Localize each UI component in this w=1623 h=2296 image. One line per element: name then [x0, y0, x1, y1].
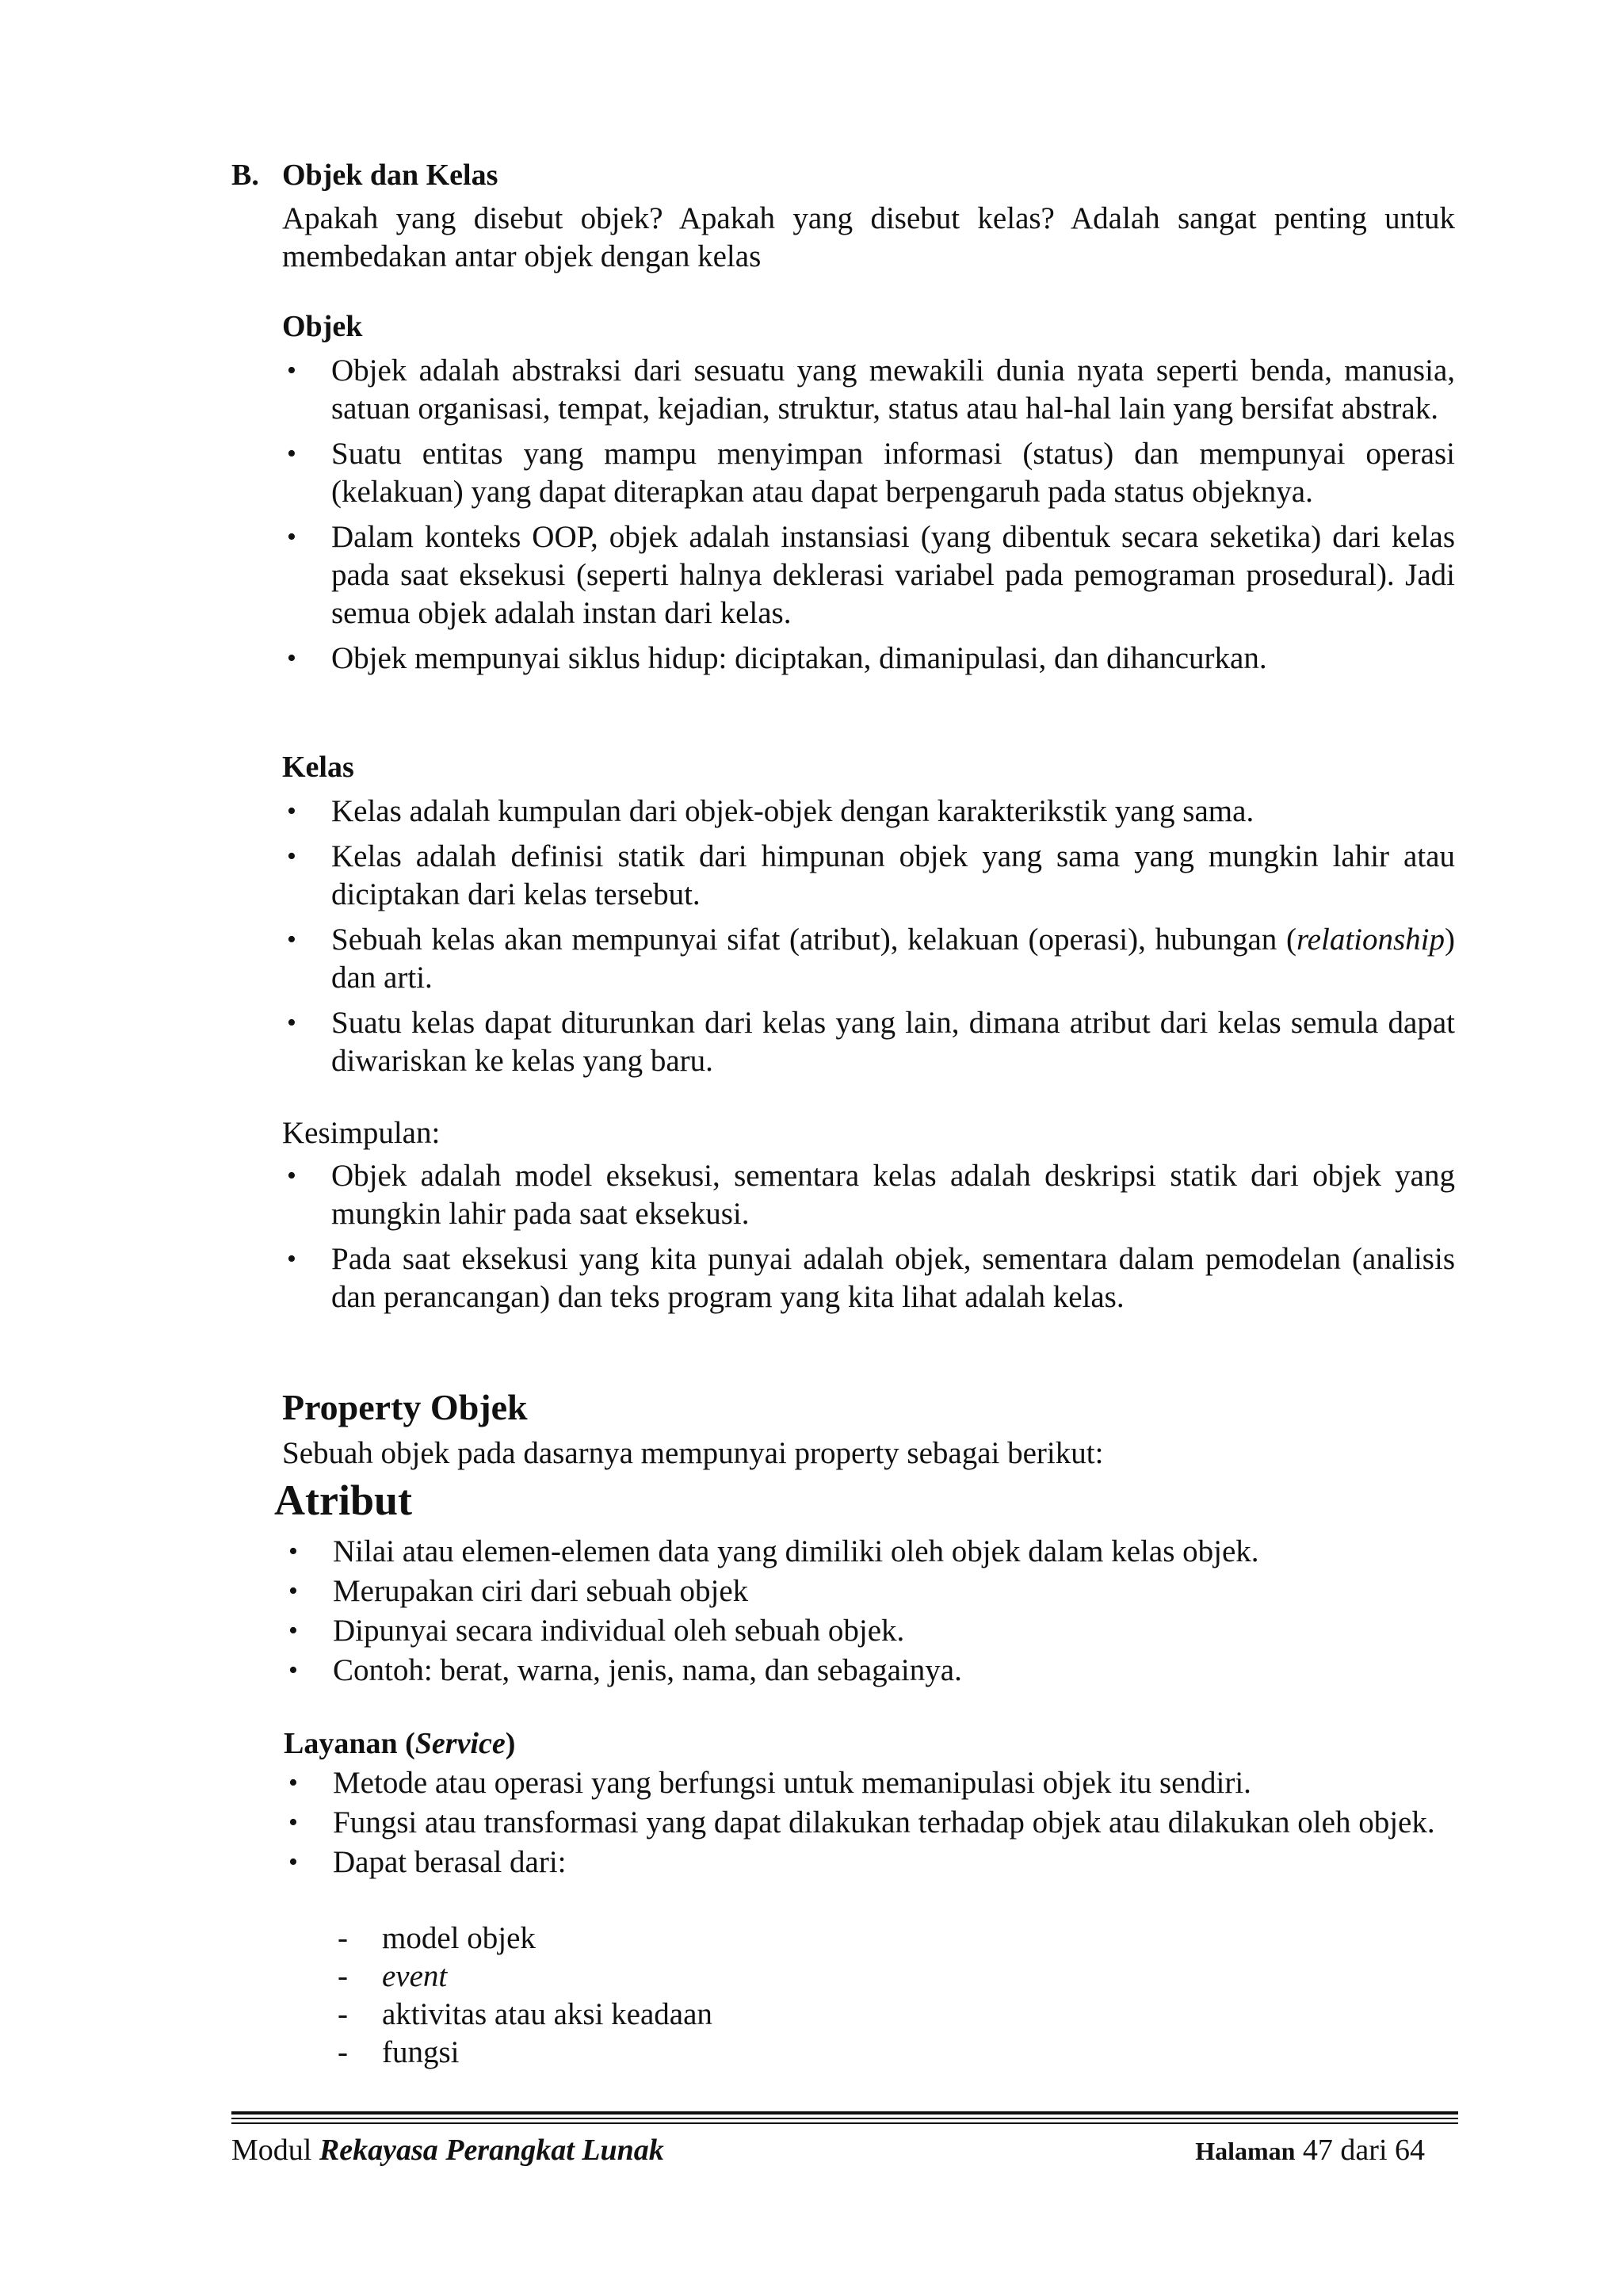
sub-list-item: - model objek: [331, 1920, 1282, 1958]
page-footer: [231, 2132, 1425, 2168]
list-item: • Objek adalah abstraksi dari sesuatu yang mewakili dunia nyata seperti benda, manusia, satuan organisasi, tempat, kejadian, struktur, status atau hal-hal lain yang bersifat abstrak.: [282, 352, 1455, 428]
list-item: • Contoh: berat, warna, jenis, nama, dan sebagainya.: [284, 1652, 1457, 1690]
layanan-sub-list: [331, 1920, 1282, 2072]
relationship-term: relationship: [1296, 923, 1445, 957]
kelas-item-3-tail: ) dan arti.: [331, 923, 1455, 995]
kelas-heading: Kelas: [282, 751, 354, 784]
list-item: • Dapat berasal dari:: [284, 1843, 1457, 1881]
footer-rule-middle: [231, 2118, 1458, 2119]
layanan-heading-italic: Service: [414, 1727, 506, 1760]
list-item: • Metode atau operasi yang berfungsi untuk memanipulasi objek itu sendiri.: [284, 1764, 1457, 1802]
layanan-heading-main: Layanan (: [284, 1727, 415, 1760]
footer-rule-top: [231, 2111, 1458, 2115]
layanan-list: [284, 1764, 1457, 1883]
atribut-list: [284, 1533, 1457, 1691]
list-item: • Pada saat eksekusi yang kita punyai adalah objek, sementara dalam pemodelan (analisis dan perancangan) dan teks program yang kita lihat adalah kelas.: [282, 1240, 1455, 1316]
footer-page-number: 47 dari 64: [1302, 2134, 1425, 2167]
list-item: • Dalam konteks OOP, objek adalah instansiasi (yang dibentuk secara seketika) dari kelas pada saat eksekusi (seperti halnya deklerasi variabel pada pemograman prosedural). Jadi semua objek adalah instan dari kelas.: [282, 518, 1455, 632]
objek-heading: Objek: [282, 310, 363, 343]
list-item: • Objek adalah model eksekusi, sementara kelas adalah deskripsi statik dari objek yang mungkin lahir pada saat eksekusi.: [282, 1157, 1455, 1233]
list-item: • Nilai atau elemen-elemen data yang dimiliki oleh objek dalam kelas objek.: [284, 1533, 1457, 1571]
footer-title: Rekayasa Perangkat Lunak: [319, 2134, 664, 2167]
kelas-item-3-text: Sebuah kelas akan mempunyai sifat (atribut), kelakuan (operasi), hubungan: [331, 923, 1277, 957]
list-item: • Sebuah kelas akan mempunyai sifat (atribut), kelakuan (operasi), hubungan (relationship) dan arti.: [282, 921, 1455, 997]
objek-list: [282, 352, 1455, 685]
section-title: [231, 155, 1499, 195]
list-item: • Kelas adalah kumpulan dari objek-objek dengan karakterikstik yang sama.: [282, 793, 1455, 831]
kesimpulan-list: [282, 1157, 1455, 1324]
kelas-list: [282, 793, 1455, 1087]
list-item: • Fungsi atau transformasi yang dapat dilakukan terhadap objek atau dilakukan oleh objek.: [284, 1804, 1457, 1842]
section-letter: B.: [231, 159, 259, 192]
sub-list-item: - fungsi: [331, 2034, 1282, 2072]
property-intro: Sebuah objek pada dasarnya mempunyai property sebagai berikut:: [282, 1436, 1104, 1470]
sub-list-item: - aktivitas atau aksi keadaan: [331, 1996, 1282, 2034]
kesimpulan-heading: Kesimpulan:: [282, 1116, 441, 1150]
layanan-heading: [284, 1725, 515, 1763]
list-item: • Objek mempunyai siklus hidup: diciptakan, dimanipulasi, dan dihancurkan.: [282, 640, 1455, 678]
footer-halaman: Halaman: [1195, 2137, 1296, 2165]
layanan-heading-close: ): [505, 1727, 516, 1760]
list-item: • Suatu kelas dapat diturunkan dari kelas yang lain, dimana atribut dari kelas semula dapat diwariskan ke kelas yang baru.: [282, 1004, 1455, 1080]
section-title-text: Objek dan Kelas: [282, 159, 498, 192]
list-item: • Merupakan ciri dari sebuah objek: [284, 1572, 1457, 1610]
footer-page: [1195, 2132, 1425, 2169]
event-term: event: [382, 1959, 448, 1993]
footer-rule-bottom: [231, 2122, 1458, 2124]
list-item: • Dipunyai secara individual oleh sebuah objek.: [284, 1612, 1457, 1650]
list-item: • Kelas adalah definisi statik dari himpunan objek yang sama yang mungkin lahir atau diciptakan dari kelas tersebut.: [282, 838, 1455, 914]
atribut-heading: Atribut: [274, 1477, 412, 1524]
section-intro: Apakah yang disebut objek? Apakah yang disebut kelas? Adalah sangat penting untuk membedakan antar objek dengan kelas: [282, 201, 1455, 273]
sub-list-item: [331, 1958, 1282, 1996]
footer-modul: Modul: [231, 2134, 319, 2167]
property-heading: Property Objek: [282, 1387, 528, 1427]
list-item: • Suatu entitas yang mampu menyimpan informasi (status) dan mempunyai operasi (kelakuan) yang dapat diterapkan atau dapat berpengaruh pada status objeknya.: [282, 435, 1455, 511]
